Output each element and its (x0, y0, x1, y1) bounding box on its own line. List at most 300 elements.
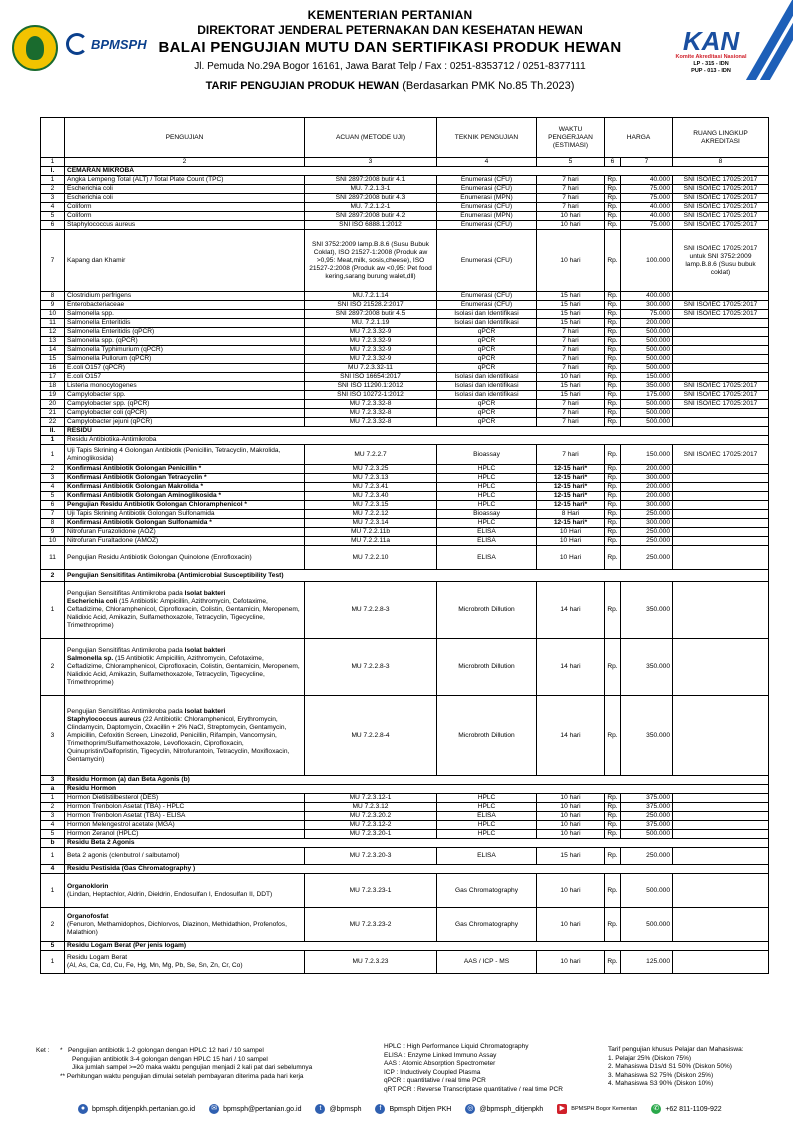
test-duration: 12-15 hari* (537, 492, 605, 501)
test-price: 150.000 (621, 445, 673, 465)
table-row (41, 185, 769, 194)
table-row (41, 848, 769, 865)
table-row (41, 337, 769, 346)
row-number: 18 (41, 382, 65, 391)
row-number: 20 (41, 400, 65, 409)
header-teknik: TEKNIK PENGUJIAN (437, 118, 537, 158)
test-technique: qPCR (437, 409, 537, 418)
test-price: 150.000 (621, 373, 673, 382)
currency: Rp. (605, 418, 621, 427)
row-number: 3 (41, 812, 65, 821)
test-technique: Isolasi dan identifikasi (437, 373, 537, 382)
test-reference: MU 7.2.3.32-9 (305, 355, 437, 364)
test-name: Uji Tapis Skrining 4 Golongan Antibiotik (Penicillin, Tetracyclin, Makrolida, Aminoglikosida) (65, 445, 305, 465)
facebook-icon: f (375, 1104, 385, 1114)
ast-bacterium: Staphylococcus aureus (67, 715, 142, 723)
test-reference: MU 7.2.3.32-8 (305, 409, 437, 418)
table-row (41, 230, 769, 292)
row-number: 6 (41, 501, 65, 510)
footer-instagram[interactable] (465, 1104, 543, 1114)
accreditation (673, 537, 769, 546)
note-line4 (60, 1073, 312, 1082)
test-technique: Enumerasi (CFU) (437, 221, 537, 230)
test-technique: ELISA (437, 546, 537, 570)
metal-list: (Al, As, Ca, Cd, Cu, Fe, Hg, Mn, Mg, Pb, Se, Sn, Zn, Cr, Co) (67, 962, 243, 969)
test-duration: 10 hari (537, 230, 605, 292)
test-name: Hormon Dietilstilbesterol (DES) (65, 794, 305, 803)
test-price: 125.000 (621, 951, 673, 974)
test-name: Pengujian Residu Antibiotik Golongan Chloramphenicol * (65, 501, 305, 510)
test-duration: 10 Hari (537, 528, 605, 537)
table-row (41, 821, 769, 830)
institution-name: BALAI PENGUJIAN MUTU DAN SERTIFIKASI PRODUK HEWAN (158, 39, 622, 56)
currency: Rp. (605, 848, 621, 865)
currency: Rp. (605, 528, 621, 537)
table-row (41, 212, 769, 221)
table-row (41, 696, 769, 776)
test-technique: Isolasi dan identifikasi (437, 391, 537, 400)
accreditation: SNI ISO/IEC 17025:2017 (673, 203, 769, 212)
row-number: 4 (41, 483, 65, 492)
accreditation (673, 346, 769, 355)
accreditation (673, 803, 769, 812)
test-reference: MU 7.2.3.23-1 (305, 874, 437, 908)
test-technique: qPCR (437, 355, 537, 364)
row-number: 3 (41, 474, 65, 483)
test-reference: MU 7.2.2.11b (305, 528, 437, 537)
test-name: Hormon Zeranol (HPLC) (65, 830, 305, 839)
test-technique: HPLC (437, 794, 537, 803)
test-duration: 7 hari (537, 400, 605, 409)
row-number: 3 (41, 194, 65, 203)
test-reference: SNI ISO 21528.2:2017 (305, 301, 437, 310)
ast-intro: Pengujian Sensitifitas Antimikroba pada (67, 707, 185, 715)
currency: Rp. (605, 519, 621, 528)
test-name: Salmonella Enteritidis (qPCR) (65, 328, 305, 337)
test-technique: Microbroth Dillution (437, 639, 537, 696)
row-number: 2 (41, 465, 65, 474)
footer-email[interactable] (209, 1104, 301, 1114)
accreditation: SNI ISO/IEC 17025:2017 (673, 445, 769, 465)
tarif-title: TARIF PENGUJIAN PRODUK HEWAN (205, 80, 400, 92)
note-star1: * (60, 1047, 63, 1054)
currency: Rp. (605, 382, 621, 391)
test-duration: 15 hari (537, 391, 605, 400)
test-technique: Bioassay (437, 445, 537, 465)
test-name: Uji Tapis Skrining Antibiotik Golongan Sulfonamida (65, 510, 305, 519)
currency: Rp. (605, 292, 621, 301)
test-name: Salmonella Pullorum (qPCR) (65, 355, 305, 364)
test-technique: HPLC (437, 803, 537, 812)
table-row (41, 355, 769, 364)
column-number: 7 (621, 158, 673, 167)
abbr-icp: ICP : Inductively Coupled Plasma (384, 1068, 481, 1076)
test-name: Nitrofuran Furazolidone (AOZ) (65, 528, 305, 537)
test-technique: HPLC (437, 474, 537, 483)
table-row (41, 418, 769, 427)
accreditation: SNI ISO/IEC 17025:2017 untuk SNI 3752:2009 lamp.B.8.6 (Susu bubuk coklat) (673, 230, 769, 292)
footer-email-text: bpmsph@pertanian.go.id (223, 1105, 302, 1113)
footer-facebook-text: Bpmsph Ditjen PKH (389, 1105, 452, 1113)
test-price: 350.000 (621, 382, 673, 391)
mail-icon: ✉ (209, 1104, 219, 1114)
test-technique: qPCR (437, 400, 537, 409)
test-price: 200.000 (621, 465, 673, 474)
table-row (41, 483, 769, 492)
footer-twitter-text: @bpmsph (329, 1105, 362, 1113)
row-number: 3 (41, 696, 65, 776)
footer-web[interactable] (78, 1104, 195, 1114)
accreditation (673, 373, 769, 382)
abbreviations (384, 1043, 563, 1094)
table-body (41, 158, 769, 974)
test-technique: Bioassay (437, 510, 537, 519)
test-price: 300.000 (621, 501, 673, 510)
section-label: RESIDU (65, 427, 769, 436)
test-reference: MU 7.2.3.14 (305, 519, 437, 528)
test-duration: 7 hari (537, 355, 605, 364)
accreditation (673, 483, 769, 492)
row-number: 4 (41, 203, 65, 212)
currency: Rp. (605, 364, 621, 373)
tariff-sheet (40, 117, 768, 974)
test-duration: 10 hari (537, 794, 605, 803)
section-row (41, 839, 769, 848)
test-reference: MU 7.2.3.20.2 (305, 812, 437, 821)
test-technique: Isolasi dan Identifikasi (437, 310, 537, 319)
row-number: 14 (41, 346, 65, 355)
test-duration: 10 hari (537, 874, 605, 908)
test-reference: MU 7.2.2.8-3 (305, 582, 437, 639)
test-duration: 10 hari (537, 830, 605, 839)
row-number: 1 (41, 176, 65, 185)
table-row (41, 951, 769, 974)
discount-title: Tarif pengujian khusus Pelajar dan Mahasiswa: (608, 1046, 744, 1053)
currency: Rp. (605, 821, 621, 830)
test-name: Salmonella spp. (65, 310, 305, 319)
row-number: 9 (41, 301, 65, 310)
test-reference: SNI 2897:2008 butir 4.5 (305, 310, 437, 319)
pesticide-group: Organofosfat (67, 912, 109, 920)
student-discounts (608, 1046, 744, 1089)
currency: Rp. (605, 908, 621, 942)
test-price: 350.000 (621, 696, 673, 776)
table-row (41, 203, 769, 212)
notes-section (36, 1043, 756, 1093)
accreditation (673, 639, 769, 696)
twitter-icon: t (315, 1104, 325, 1114)
accreditation (673, 874, 769, 908)
test-reference: MU 7.2.3.32-9 (305, 346, 437, 355)
table-header-row (41, 118, 769, 158)
test-reference: MU 7.2.3.12-1 (305, 794, 437, 803)
footer-youtube-text: BPMSPH Bogor Kementan (571, 1106, 638, 1112)
test-duration: 10 hari (537, 212, 605, 221)
section-row (41, 167, 769, 176)
test-duration: 12-15 hari* (537, 519, 605, 528)
row-number: 12 (41, 328, 65, 337)
test-reference: SNI ISO 10272-1:2012 (305, 391, 437, 400)
test-name: Konfirmasi Antibiotik Golongan Makrolida * (65, 483, 305, 492)
test-price: 200.000 (621, 319, 673, 328)
accreditation (673, 696, 769, 776)
test-reference: SNI ISO 16654:2017 (305, 373, 437, 382)
table-row (41, 221, 769, 230)
test-technique: HPLC (437, 465, 537, 474)
test-name (65, 874, 305, 908)
currency: Rp. (605, 794, 621, 803)
table-row (41, 328, 769, 337)
accreditation (673, 492, 769, 501)
test-name: Hormon Trenbolon Asetat (TBA) - ELISA (65, 812, 305, 821)
test-technique: Gas Chromatography (437, 908, 537, 942)
test-name: Konfirmasi Antibiotik Golongan Tetracyclin * (65, 474, 305, 483)
accreditation (673, 474, 769, 483)
table-row (41, 194, 769, 203)
table-row (41, 510, 769, 519)
currency: Rp. (605, 337, 621, 346)
test-name: Escherichia coli (65, 185, 305, 194)
test-reference: MU.7.2.1.14 (305, 292, 437, 301)
test-duration: 14 hari (537, 582, 605, 639)
test-price: 500.000 (621, 364, 673, 373)
test-reference: MU. 7.2.1.2-1 (305, 203, 437, 212)
test-reference: SNI 3752:2009 lamp.B.8.6 (Susu Bubuk Coklat), ISO 21527-1:2008 (Produk aw >0,95: Meat,milk, sosis,cheese), ISO 21527-2:2008 (Produk aw <0,95: Pet food kering,sarang burung walet,dll) (305, 230, 437, 292)
test-price: 500.000 (621, 908, 673, 942)
note-text1: Pengujian antibiotik 1-2 golongan dengan HPLC 12 hari / 10 sampel (67, 1047, 264, 1054)
accreditation (673, 519, 769, 528)
test-technique: HPLC (437, 830, 537, 839)
test-duration: 10 Hari (537, 546, 605, 570)
test-reference: MU 7.2.3.32-9 (305, 337, 437, 346)
section-label: Residu Logam Berat (Per jenis logam) (65, 942, 769, 951)
section-row (41, 427, 769, 436)
row-number: 7 (41, 510, 65, 519)
row-number: 1 (41, 951, 65, 974)
test-name: Coliform (65, 203, 305, 212)
test-duration: 10 hari (537, 812, 605, 821)
test-duration: 15 hari (537, 301, 605, 310)
section-label: Residu Beta 2 Agonis (65, 839, 769, 848)
table-row (41, 803, 769, 812)
test-technique: qPCR (437, 328, 537, 337)
accreditation: SNI ISO/IEC 17025:2017 (673, 310, 769, 319)
ast-antibiotics: (15 Antibiotik: Ampicillin, Azithromycin, Cefotaxime, Ceftadizime, Chloramphenicol, Ciprofloxacin, Colistin, Gentamicin, Meropenem, Nalidixic Acid, Amikazin, Sulfamethoxazole, Tetracyclin, Tigecycline, Trimethroprime) (67, 655, 300, 686)
test-reference: SNI ISO 11290.1:2012 (305, 382, 437, 391)
footer-phone-text: +62 811-1109-922 (665, 1105, 722, 1113)
table-row (41, 319, 769, 328)
accreditation (673, 364, 769, 373)
header-akreditasi: RUANG LINGKUP AKREDITASI (673, 118, 769, 158)
test-price: 250.000 (621, 848, 673, 865)
test-duration: 15 hari (537, 310, 605, 319)
section-row (41, 436, 769, 445)
header-harga: HARGA (605, 118, 673, 158)
test-price: 40.000 (621, 203, 673, 212)
test-duration: 10 hari (537, 908, 605, 942)
test-price: 350.000 (621, 582, 673, 639)
address: Jl. Pemuda No.29A Bogor 16161, Jawa Barat Telp / Fax : 0251-8353712 / 0251-8377111 (194, 61, 586, 72)
test-name (65, 696, 305, 776)
footer-contacts (0, 1097, 793, 1121)
currency: Rp. (605, 445, 621, 465)
test-name: Pengujian Residu Antibiotik Golongan Quinolone (Enrofloxacin) (65, 546, 305, 570)
test-name (65, 908, 305, 942)
currency: Rp. (605, 230, 621, 292)
column-number: 5 (537, 158, 605, 167)
notes-list (60, 1047, 312, 1081)
test-duration: 7 hari (537, 409, 605, 418)
row-number: 21 (41, 409, 65, 418)
discount-1: 1. Pelajar 25% (Diskon 75%) (608, 1054, 692, 1062)
bpmsph-logo (66, 33, 147, 55)
section-row (41, 776, 769, 785)
header-pengujian: PENGUJIAN (65, 118, 305, 158)
column-number: 8 (673, 158, 769, 167)
header-waktu: WAKTU PENGERJAAN (ESTIMASI) (537, 118, 605, 158)
test-duration: 7 hari (537, 445, 605, 465)
currency: Rp. (605, 582, 621, 639)
note-text2: Pengujian antibiotik 3-4 golongan dengan HPLC 15 hari / 10 sampel (72, 1055, 268, 1063)
row-number: 5 (41, 830, 65, 839)
test-technique: Enumerasi (MPN) (437, 212, 537, 221)
test-price: 175.000 (621, 391, 673, 400)
abbr-qrtpcr: qRT PCR : Reverse Transcriptase quantitative / real time PCR (384, 1085, 563, 1093)
test-price: 200.000 (621, 492, 673, 501)
test-reference: MU. 7.2.1.19 (305, 319, 437, 328)
section-number: 1 (41, 436, 65, 445)
accreditation (673, 418, 769, 427)
row-number: 10 (41, 537, 65, 546)
abbr-hplc: HPLC : High Performance Liquid Chromatography (384, 1043, 529, 1050)
footer-twitter[interactable] (315, 1104, 361, 1114)
test-duration: 10 hari (537, 821, 605, 830)
globe-icon: ● (78, 1104, 88, 1114)
test-price: 75.000 (621, 185, 673, 194)
test-technique: qPCR (437, 364, 537, 373)
row-number: 2 (41, 639, 65, 696)
bpmsph-emblem-icon (66, 33, 88, 55)
table-row (41, 501, 769, 510)
section-row (41, 570, 769, 582)
test-price: 75.000 (621, 310, 673, 319)
section-label: CEMARAN MIKROBA (65, 167, 769, 176)
table-row (41, 445, 769, 465)
test-name: E.coli O157 (65, 373, 305, 382)
test-reference: SNI 2897:2008 butir 4.1 (305, 176, 437, 185)
test-name (65, 951, 305, 974)
row-number: 19 (41, 391, 65, 400)
test-name: Beta 2 agonis (clenbutrol / salbutamol) (65, 848, 305, 865)
test-reference: MU 7.2.3.23-2 (305, 908, 437, 942)
test-price: 250.000 (621, 528, 673, 537)
test-duration: 7 hari (537, 176, 605, 185)
abbr-elisa: ELISA : Enzyme Linked Immuno Assay (384, 1051, 497, 1059)
accreditation (673, 355, 769, 364)
currency: Rp. (605, 194, 621, 203)
test-price: 75.000 (621, 194, 673, 203)
test-name: Kapang dan Khamir (65, 230, 305, 292)
accreditation (673, 528, 769, 537)
test-name: Hormon Trenbolon Asetat (TBA) - HPLC (65, 803, 305, 812)
row-number: 1 (41, 445, 65, 465)
table-row (41, 794, 769, 803)
test-reference: MU 7.2.2.8-3 (305, 639, 437, 696)
test-technique: HPLC (437, 821, 537, 830)
footer-facebook[interactable] (375, 1104, 451, 1114)
test-name: Salmonella Typhimurium (qPCR) (65, 346, 305, 355)
table-row (41, 582, 769, 639)
section-number: 3 (41, 776, 65, 785)
test-technique: qPCR (437, 418, 537, 427)
test-duration: 7 hari (537, 203, 605, 212)
test-duration: 14 hari (537, 696, 605, 776)
test-price: 375.000 (621, 821, 673, 830)
test-technique: Enumerasi (CFU) (437, 301, 537, 310)
currency: Rp. (605, 185, 621, 194)
test-name: Campylobacter coli (qPCR) (65, 409, 305, 418)
note-line3 (60, 1064, 312, 1073)
test-reference: MU 7.2.3.32-11 (305, 364, 437, 373)
test-price: 500.000 (621, 409, 673, 418)
section-number: I. (41, 167, 65, 176)
footer-phone[interactable] (651, 1104, 721, 1114)
test-technique: qPCR (437, 346, 537, 355)
test-reference: MU 7.2.3.25 (305, 465, 437, 474)
test-reference: MU 7.2.3.20-1 (305, 830, 437, 839)
test-name (65, 582, 305, 639)
table-row (41, 382, 769, 391)
footer-youtube[interactable] (557, 1104, 637, 1114)
test-name: Nitrofuran Furaltadone (AMOZ) (65, 537, 305, 546)
row-number: 8 (41, 519, 65, 528)
test-name: Coliform (65, 212, 305, 221)
accreditation (673, 465, 769, 474)
row-number: 9 (41, 528, 65, 537)
test-technique: HPLC (437, 501, 537, 510)
decorative-stripes (733, 0, 793, 110)
test-name: Staphylococcus aureus (65, 221, 305, 230)
table-row (41, 639, 769, 696)
currency: Rp. (605, 510, 621, 519)
tarif-subtitle: (Berdasarkan PMK No.85 Th.2023) (402, 80, 575, 92)
test-duration: 10 hari (537, 951, 605, 974)
test-reference: SNI 2897:2008 butir 4.2 (305, 212, 437, 221)
accreditation (673, 794, 769, 803)
test-technique: Enumerasi (CFU) (437, 176, 537, 185)
accreditation: SNI ISO/IEC 17025:2017 (673, 221, 769, 230)
test-technique: Enumerasi (MPN) (437, 194, 537, 203)
row-number: 8 (41, 292, 65, 301)
footer-instagram-text: @bpmsph_ditjenpkh (479, 1105, 544, 1113)
currency: Rp. (605, 803, 621, 812)
row-number: 13 (41, 337, 65, 346)
test-price: 500.000 (621, 328, 673, 337)
section-number: 2 (41, 570, 65, 582)
section-label: Residu Antibiotika-Antimikroba (65, 436, 769, 445)
section-label: Residu Hormon (a) dan Beta Agonis (b) (65, 776, 769, 785)
test-price: 250.000 (621, 812, 673, 821)
section-label: Residu Pestisida (Gas Chromatography ) (65, 865, 769, 874)
test-technique: HPLC (437, 519, 537, 528)
section-label: Pengujian Sensitifitas Antimikroba (Antimicrobial Susceptibility Test) (65, 570, 769, 582)
ast-antibiotics: (22 Antibiotik: Chloramphenicol, Erythromycin, Clindamycin, Daptomycin, Oxacillin + 2% NaCl, Streptomycin, Gentamycin, Ampicillin, Cefoxitin Screen, Linezolid, Penicillin, Rifampin, Vancomysin, Trimethoprim/Sulfamethoxazole, Levofloxacin, Ciprofloxacin, Quinupristin/Dalfopristin, Tigecyclin, Nitrofurantoin, Tetracyclin, Moxifloxacin, Gentamycin) (67, 715, 290, 763)
test-duration: 7 hari (537, 364, 605, 373)
accreditation: SNI ISO/IEC 17025:2017 (673, 176, 769, 185)
section-row (41, 865, 769, 874)
test-duration: 7 hari (537, 346, 605, 355)
test-reference: MU. 7.2.1.3-1 (305, 185, 437, 194)
